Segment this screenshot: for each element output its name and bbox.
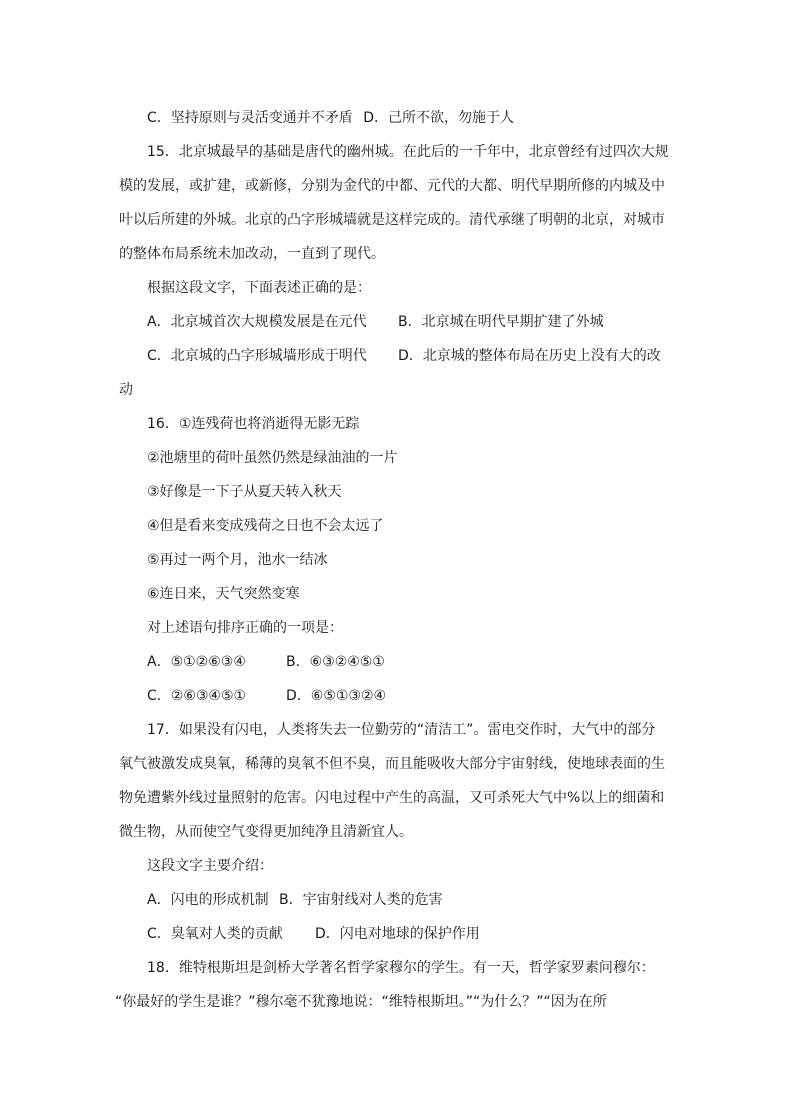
q17-option-d: D．闪电对地球的保护作用 [315,926,480,942]
q16-item-3: ③好像是一下子从夏天转入秋天 [147,484,342,500]
q16-option-a: A．⑤①②⑥③④ [147,654,246,670]
q18-line-2: “你最好的学生是谁？”穆尔毫不犹豫地说：“维特根斯坦。”“为什么？”“因为在所 [115,994,607,1010]
q15-prompt: 根据这段文字，下面表述正确的是： [147,280,371,296]
q17-options-ab [147,890,443,910]
q15-option-a: A．北京城首次大规模发展是在元代 [147,314,367,330]
q14-option-c: C．坚持原则与灵活变通并不矛盾 [147,110,353,126]
q17-line-1: 17．如果没有闪电，人类将失去一位勤劳的“清洁工”。雷电交作时，大气中的部分 [147,722,656,738]
q15-line-3: 叶以后所建的外城。北京的凸字形城墙就是这样完成的。清代承继了明朝的北京，对城市 [119,212,665,228]
q16-option-d: D．⑥⑤①③②④ [286,688,387,704]
q15-line-2: 模的发展，或扩建，或新修，分别为金代的中都、元代的大都、明代早期所修的内城及中 [119,178,665,194]
q17-line-4: 微生物，从而使空气变得更加纯净且清新宜人。 [119,824,413,840]
q16-item-4: ④但是看来变成残荷之日也不会太远了 [147,518,384,534]
q16-item-5: ⑤再过一两个月，池水一结冰 [147,552,328,568]
q17-line-2: 氧气被激发成臭氧，稀薄的臭氧不但不臭，而且能吸收大部分宇宙射线，使地球表面的生 [119,756,665,772]
q17-option-a: A．闪电的形成机制 [147,892,269,908]
q15-option-b: B．北京城在明代早期扩建了外城 [398,314,604,330]
q14-option-d: D．己所不欲，勿施于人 [363,110,515,126]
q17-option-b: B．宇宙射线对人类的危害 [279,892,443,908]
q17-prompt: 这段文字主要介绍： [147,858,273,874]
q16-item-6: ⑥连日来，天气突然变寒 [147,586,300,602]
q15-option-d: D．北京城的整体布局在历史上没有大的改 [398,348,661,364]
q15-line-1: 15．北京城最早的基础是唐代的幽州城。在此后的一千年中，北京曾经有过四次大规 [147,144,669,160]
q16-item-1: 16．①连残荷也将消逝得无影无踪 [147,416,360,432]
q16-option-b: B．⑥③②④⑤① [286,654,385,670]
q16-item-2: ②池塘里的荷叶虽然仍然是绿油油的一片 [147,450,398,466]
q15-line-4: 的整体布局系统未加改动，一直到了现代。 [119,246,385,262]
q14-options-cd [147,108,514,128]
q17-option-c: C．臭氧对人类的贡献 [147,926,283,942]
q17-line-3: 物免遭紫外线过量照射的危害。闪电过程中产生的高温，又可杀死大气中%以上的细菌和 [119,790,665,806]
q16-prompt: 对上述语句排序正确的一项是： [147,620,343,636]
q16-option-c: C．②⑥③④⑤① [147,688,247,704]
q15-option-c: C．北京城的凸字形城墙形成于明代 [147,348,367,364]
q18-line-1: 18．维特根斯坦是剑桥大学著名哲学家穆尔的学生。有一天，哲学家罗素问穆尔： [147,960,655,976]
q15-option-d-wrap: 动 [119,382,133,398]
